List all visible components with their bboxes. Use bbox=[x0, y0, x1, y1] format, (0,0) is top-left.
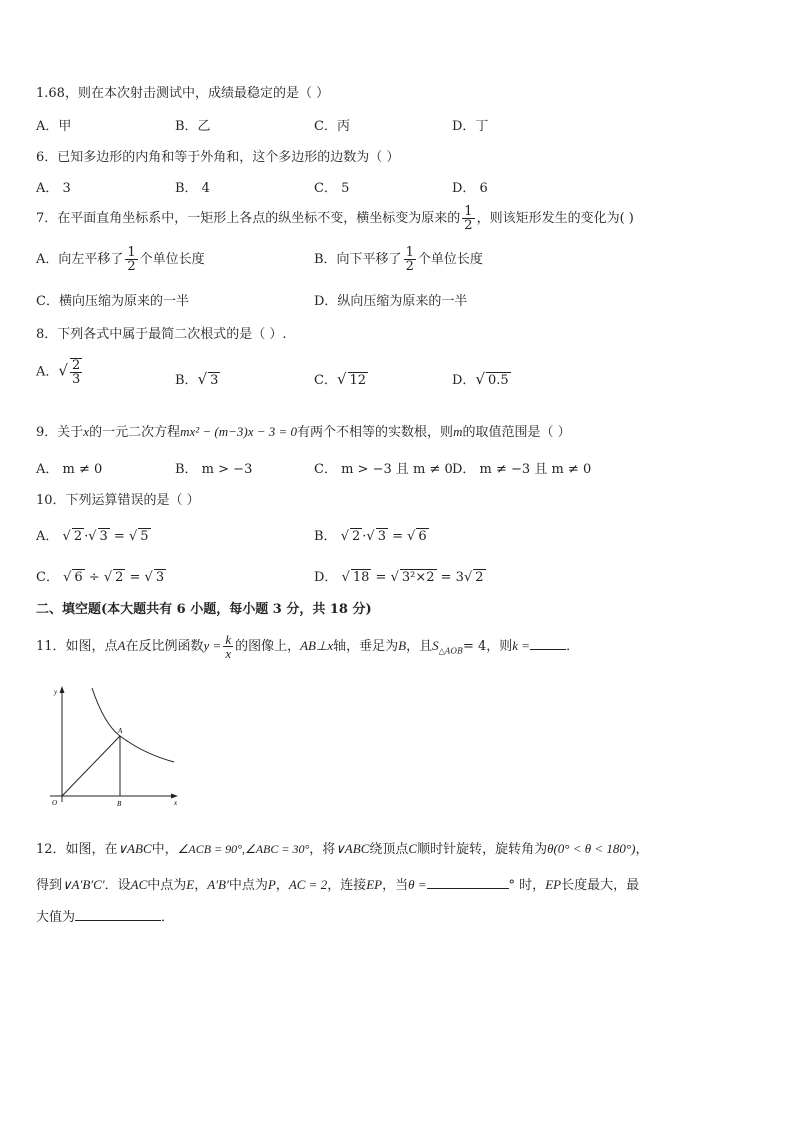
q5-option-a: A．甲 bbox=[36, 119, 72, 134]
q12-line-1: 12．如图，在∨ABC中，∠ACB = 90°,∠ABC = 30°，将∨ABC绕顶点C顺时针旋转，旋转角为θ(0° < θ < 180°)， bbox=[36, 841, 649, 857]
q8-option-b: B．√ 3 bbox=[175, 370, 219, 388]
q5-option-b: B．乙 bbox=[175, 119, 211, 134]
q6-option-c: C． 5 bbox=[314, 181, 350, 196]
q11-stem: 11．如图，点A在反比例函数y = $\frac{k}{x}$ 的图像上，AB⊥x轴，垂足为B，且$S_{\triangle AOB}= 4$，则k = ． bbox=[36, 632, 580, 661]
q7-fraction: $\frac{1}{2}$ bbox=[464, 204, 473, 233]
q7-option-b: B．向下平移了 $\frac{1}{2}$ 个单位长度 bbox=[314, 245, 483, 274]
q7-stem-text: 7．在平面直角坐标系中，一矩形上各点的纵坐标不变，横坐标变为原来的 bbox=[36, 211, 461, 226]
q9-option-a: A． m ≠ 0 bbox=[36, 462, 103, 477]
q11-answer-blank bbox=[530, 649, 566, 650]
label-b: B bbox=[117, 800, 122, 808]
q10-option-d: D． √ 18 = √ 3²×2 = 3√ 2 bbox=[314, 570, 484, 585]
q9-option-d: D． m ≠ −3 且 m ≠ 0 bbox=[452, 462, 592, 477]
label-o: O bbox=[52, 799, 58, 807]
q12-line-3: 大值为 ． bbox=[36, 910, 175, 925]
q7-stem bbox=[36, 205, 634, 232]
q9-option-b: B． m > −3 bbox=[175, 462, 253, 477]
q12-max-blank bbox=[75, 920, 161, 921]
q8-stem: 8．下列各式中属于最简二次根式的是（ ）. bbox=[36, 327, 287, 342]
q9-option-c: C． m > −3 且 m ≠ 0 bbox=[314, 462, 453, 477]
q9-stem: 9．关于x的一元二次方程mx² − (m−3)x − 3 = 0有两个不相等的实数根，则m的取值范围是（ ） bbox=[36, 424, 571, 440]
q11-figure bbox=[40, 684, 190, 814]
q5-option-c: C．丙 bbox=[314, 119, 350, 134]
q12-line-2: 得到∨A′B′C′．设AC中点为E，A′B′中点为P，AC = 2，连接EP，当θ = ° 时，EP长度最大，最 bbox=[36, 877, 640, 893]
q8-option-d: D．√ 0.5 bbox=[452, 370, 509, 388]
q7-option-d: D．纵向压缩为原来的一半 bbox=[314, 294, 468, 309]
y-axis-arrow bbox=[60, 686, 65, 693]
q10-option-b: B． √ 2 ·√ 3 = √ 6 bbox=[314, 529, 427, 544]
label-a: A bbox=[118, 727, 123, 735]
q10-option-a: A． √ 2 ·√ 3 = √ 5 bbox=[36, 529, 149, 544]
hyperbola-curve bbox=[92, 688, 174, 762]
x-axis-arrow bbox=[171, 794, 178, 799]
q7-option-c: C．横向压缩为原来的一半 bbox=[36, 294, 189, 309]
q5-stem: 1.68，则在本次射击测试中，成绩最稳定的是（ ） bbox=[36, 86, 330, 101]
section-2-heading: 二、填空题(本大题共有 6 小题，每小题 3 分，共 18 分) bbox=[36, 602, 372, 617]
q10-option-c: C． √ 6 ÷ √ 2 = √ 3 bbox=[36, 570, 165, 585]
q12-theta-blank bbox=[427, 888, 509, 889]
q8-option-a: A．√ $\frac{2}{3}$ bbox=[36, 358, 81, 387]
label-y: y bbox=[54, 688, 58, 696]
q6-stem: 6．已知多边形的内角和等于外角和，这个多边形的边数为（ ） bbox=[36, 150, 400, 165]
q6-option-b: B． 4 bbox=[175, 181, 210, 196]
q6-option-d: D． 6 bbox=[452, 181, 488, 196]
label-x: x bbox=[174, 799, 178, 807]
segment-oa bbox=[62, 736, 120, 796]
q7-option-a: A．向左平移了 $\frac{1}{2}$ 个单位长度 bbox=[36, 245, 205, 274]
q7-stem-tail: ，则该矩形发生的变化为( ) bbox=[476, 211, 634, 226]
q6-option-a: A． 3 bbox=[36, 181, 71, 196]
q8-option-c: C．√ 12 bbox=[314, 370, 367, 388]
q5-option-d: D．丁 bbox=[452, 119, 489, 134]
q10-stem: 10．下列运算错误的是（ ） bbox=[36, 493, 200, 508]
